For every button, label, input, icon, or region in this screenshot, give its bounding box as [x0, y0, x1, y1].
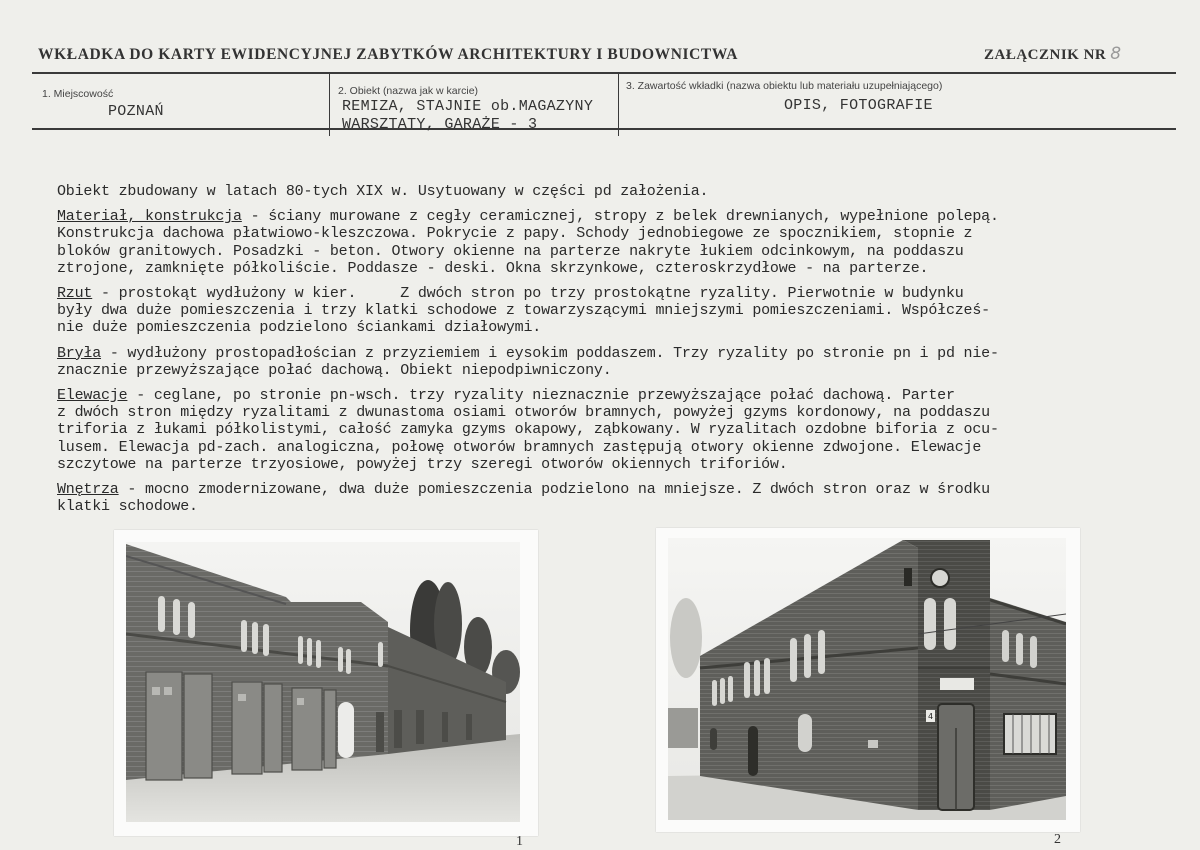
plan-paragraph [57, 285, 1167, 337]
interior-term: Wnętrza [57, 481, 119, 499]
photo-2 [668, 538, 1066, 820]
sheet-title: WKŁADKA DO KARTY EWIDENCYJNEJ ZABYTKÓW ARCHITEKTURY I BUDOWNICTWA [38, 46, 739, 63]
photo-2-number: 2 [1054, 832, 1061, 847]
plan-line-2: były dwa duże pomieszczenia i trzy klatki schodowe z towarzyszącymi mniejszymi pomieszczeniami. Współcześ- [57, 302, 990, 320]
photo-1-number: 1 [516, 834, 523, 849]
elevations-line-5: szczytowe na parterze trzyosiowe, powyżej trzy szeregi otworów okiennych triforiów. [57, 455, 788, 473]
field-3-label: 3. Zawartość wkładki (nazwa obiektu lub materiału uzupełniającego) [626, 80, 943, 92]
massing-line-2: znacznie przewyższające połać dachową. Obiekt niepodpiwniczony. [57, 361, 612, 379]
photo-1 [126, 542, 520, 822]
field-2-label: 2. Obiekt (nazwa jak w karcie) [338, 85, 479, 97]
attachment-number-value: 8 [1110, 44, 1122, 64]
attachment-label: ZAŁĄCZNIK NR [984, 47, 1107, 63]
elevations-line-3: triforia z łukami półkolistymi, całość zamyka gzyms okapowy, ząbkowany. W ryzalitach ozdobne biforia z ocu- [57, 421, 999, 439]
field-2-value-line1: REMIZA, STAJNIE ob.MAGAZYNY [342, 98, 594, 115]
elevations-paragraph [57, 387, 1167, 473]
material-line-4: ztrojone, zamknięte półkoliście. Poddasze - deski. Okna skrzynkowe, czteroskrzydłowe - na parterze. [57, 259, 929, 277]
elevations-line-2: z dwóch stron między ryzalitami z dwunastoma osiami otworów bramnych, powyżej gzyms kordonowy, na poddaszu [57, 404, 990, 422]
field-3-value: OPIS, FOTOGRAFIE [784, 97, 933, 114]
material-paragraph [57, 208, 1167, 277]
field-1-label: 1. Miejscowość [42, 88, 114, 100]
massing-term: Bryła [57, 344, 102, 362]
elevations-term: Elewacje [57, 387, 128, 405]
field-divider-1 [329, 74, 330, 136]
interior-paragraph [57, 481, 1167, 515]
plan-term: Rzut [57, 285, 93, 303]
bottom-rule [32, 128, 1176, 130]
material-line-1: - ściany murowane z cegły ceramicznej, stropy z belek drewnianych, wypełnione polepą. [241, 208, 999, 226]
photo-2-image [668, 538, 1066, 820]
attachment-number [984, 44, 1122, 64]
elevations-line-1: - ceglane, po stronie pn-wsch. trzy ryzality nieznacznie przewyższające połać dachową. Parter [127, 387, 955, 405]
material-term: Materiał, konstrukcja [57, 208, 242, 226]
interior-line-2: klatki schodowe. [57, 498, 198, 516]
plan-line-1: - prostokąt wydłużony w kier. Z dwóch stron po trzy prostokątne ryzality. Pierwotnie w budynku [92, 285, 964, 303]
field-2-value-line2: WARSZTATY, GARAŻE - 3 [342, 116, 538, 133]
massing-paragraph [57, 345, 1167, 379]
photo-1-image [126, 542, 520, 822]
material-line-2: Konstrukcja dachowa płatwiowo-kleszczowa. Pokrycie z papy. Schody jednobiegowe ze spocznikiem, stopnie z [57, 225, 973, 243]
material-line-3: bloków granitowych. Posadzki - beton. Otwory okienne na parterze nakryte łukiem odcinkowym, na poddaszu [57, 242, 964, 260]
description [57, 183, 1167, 523]
intro-paragraph: Obiekt zbudowany w latach 80-tych XIX w. Usytuowany w części pd założenia. [57, 183, 709, 200]
elevations-line-4: lusem. Elewacja pd-zach. analogiczna, połowę otworów bramnych zastępują otwory okienne zdwojone. Elewacje [57, 438, 982, 456]
plan-line-3: nie duże pomieszczenia podzielono ściankami działowymi. [57, 319, 542, 337]
building-number-plate: 4 [927, 712, 934, 721]
massing-line-1: - wydłużony prostopadłościan z przyziemiem i eysokim poddaszem. Trzy ryzality po stronie pn i pd nie- [101, 344, 999, 362]
field-divider-2 [618, 74, 619, 136]
top-rule [32, 72, 1176, 74]
interior-line-1: - mocno zmodernizowane, dwa duże pomieszczenia podzielono na mniejsze. Z dwóch stron oraz w środku [118, 481, 990, 499]
field-1-value: POZNAŃ [108, 103, 164, 120]
